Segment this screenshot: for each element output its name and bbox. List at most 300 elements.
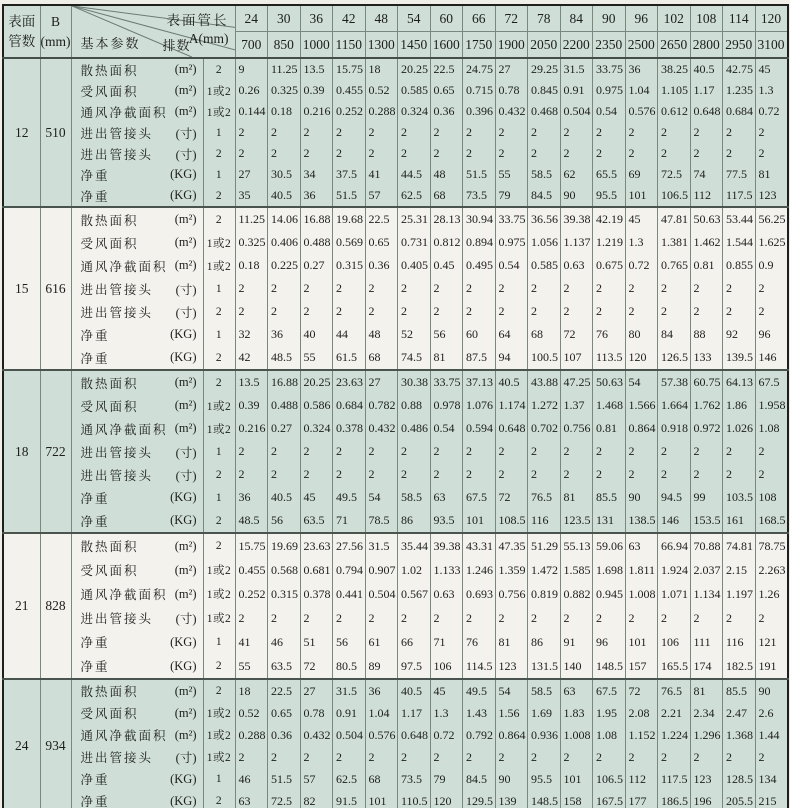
- value-cell: 25.31: [398, 207, 431, 231]
- value-cell: 117.5: [658, 768, 691, 790]
- param-label-wrap: [72, 489, 203, 507]
- value-cell: 2: [625, 300, 658, 323]
- value-cell: 112: [625, 768, 658, 790]
- value-cell: 15.75: [333, 58, 366, 80]
- value-cell: 110.5: [398, 790, 431, 808]
- value-cell: 1.381: [658, 231, 691, 254]
- param-label: 受风面积: [80, 707, 139, 721]
- table-row: [3, 254, 788, 277]
- value-cell: 2: [463, 606, 496, 630]
- value-cell: 2: [333, 463, 366, 486]
- value-cell: 81: [430, 346, 463, 370]
- value-cell: 15.75: [235, 533, 268, 558]
- value-cell: 2: [365, 300, 398, 323]
- value-cell: 177: [625, 790, 658, 808]
- value-cell: 0.81: [690, 254, 723, 277]
- value-cell: 27: [495, 58, 528, 80]
- value-cell: 79: [495, 185, 528, 207]
- value-cell: 0.845: [528, 80, 561, 101]
- value-cell: 63.5: [300, 509, 333, 533]
- row-count-cell: 2: [203, 679, 235, 702]
- param-label-wrap: [72, 349, 203, 367]
- value-cell: 2: [560, 143, 593, 164]
- value-cell: 1.008: [625, 582, 658, 606]
- value-cell: 131: [593, 509, 626, 533]
- value-cell: 106.5: [593, 768, 626, 790]
- value-cell: 11.25: [235, 207, 268, 231]
- value-cell: 46: [268, 630, 301, 654]
- value-cell: 68: [365, 346, 398, 370]
- value-cell: 51.5: [268, 768, 301, 790]
- value-cell: 0.782: [365, 394, 398, 417]
- table-row: [3, 463, 788, 486]
- value-cell: 1.472: [528, 558, 561, 582]
- value-cell: 0.39: [235, 394, 268, 417]
- value-cell: 94: [495, 346, 528, 370]
- value-cell: 0.975: [495, 231, 528, 254]
- value-cell: 2: [300, 277, 333, 300]
- value-cell: 2: [593, 606, 626, 630]
- value-cell: 1.105: [658, 80, 691, 101]
- value-cell: 111: [690, 630, 723, 654]
- row-count-cell: 2: [203, 533, 235, 558]
- value-cell: 1.462: [690, 231, 723, 254]
- param-label: 净重: [80, 773, 110, 787]
- value-cell: 2: [463, 300, 496, 323]
- value-cell: 1.08: [755, 417, 788, 440]
- value-cell: 2: [755, 143, 788, 164]
- value-cell: 126.5: [658, 346, 691, 370]
- value-cell: 16.88: [268, 370, 301, 394]
- header-row-count-label: 排数: [162, 38, 191, 53]
- value-cell: 2: [398, 463, 431, 486]
- param-unit: (m²): [174, 83, 197, 97]
- value-cell: 2: [430, 606, 463, 630]
- value-cell: 146: [755, 346, 788, 370]
- value-cell: 1.3: [430, 702, 463, 724]
- value-cell: 158: [560, 790, 593, 808]
- param-label-cell: [71, 679, 203, 702]
- value-cell: 0.65: [365, 231, 398, 254]
- col-header-a-value: 30: [268, 5, 301, 32]
- value-cell: 40.5: [690, 58, 723, 80]
- row-count-cell: 2: [203, 463, 235, 486]
- value-cell: 0.91: [333, 702, 366, 724]
- value-cell: 62.5: [398, 185, 431, 207]
- value-cell: 186.5: [658, 790, 691, 808]
- row-count-cell: 2: [203, 654, 235, 679]
- value-cell: 59.06: [593, 533, 626, 558]
- value-cell: 30.38: [398, 370, 431, 394]
- param-label: 散热面积: [80, 540, 139, 554]
- row-count-cell: 1: [203, 440, 235, 463]
- value-cell: 1.04: [625, 80, 658, 101]
- value-cell: 0.648: [495, 417, 528, 440]
- value-cell: 24.75: [463, 58, 496, 80]
- value-cell: 66: [398, 630, 431, 654]
- value-cell: 1.664: [658, 394, 691, 417]
- value-cell: 148.5: [593, 654, 626, 679]
- value-cell: 39.38: [560, 207, 593, 231]
- value-cell: 2: [658, 300, 691, 323]
- value-cell: 54: [495, 679, 528, 702]
- value-cell: 74.5: [398, 346, 431, 370]
- value-cell: 2: [755, 746, 788, 768]
- value-cell: 0.72: [430, 724, 463, 746]
- value-cell: 116: [528, 509, 561, 533]
- value-cell: 2: [625, 463, 658, 486]
- value-cell: 140: [560, 654, 593, 679]
- value-cell: 49.5: [463, 679, 496, 702]
- value-cell: 40.5: [398, 679, 431, 702]
- value-cell: 0.225: [268, 254, 301, 277]
- group-tube-count: 18: [3, 370, 40, 533]
- value-cell: 2: [268, 440, 301, 463]
- value-cell: 2: [430, 463, 463, 486]
- value-cell: 2: [333, 122, 366, 143]
- value-cell: 57: [300, 768, 333, 790]
- param-label: 净重: [80, 168, 110, 183]
- value-cell: 1.08: [593, 724, 626, 746]
- param-label-cell: [71, 440, 203, 463]
- row-count-cell: 1或2: [203, 254, 235, 277]
- value-cell: 91: [560, 630, 593, 654]
- value-cell: 1.071: [658, 582, 691, 606]
- value-cell: 2: [528, 440, 561, 463]
- param-label: 通风净截面积: [80, 105, 168, 120]
- param-label: 进出管接头: [80, 126, 154, 141]
- param-unit: (m²): [174, 212, 197, 226]
- value-cell: 1.174: [495, 394, 528, 417]
- value-cell: 54: [625, 370, 658, 394]
- value-cell: 42.75: [723, 58, 756, 80]
- value-cell: 2: [235, 440, 268, 463]
- value-cell: 42: [235, 346, 268, 370]
- value-cell: 67.5: [593, 679, 626, 702]
- value-cell: 1.133: [430, 558, 463, 582]
- value-cell: 1.224: [658, 724, 691, 746]
- param-label: 进出管接头: [80, 445, 154, 460]
- value-cell: 0.324: [398, 101, 431, 122]
- value-cell: 2: [365, 463, 398, 486]
- col-header-a-value: 72: [495, 5, 528, 32]
- param-label: 受风面积: [80, 236, 139, 251]
- value-cell: 0.756: [560, 417, 593, 440]
- col-header-a-value: 48: [365, 5, 398, 32]
- value-cell: 0.765: [658, 254, 691, 277]
- value-cell: 31.5: [560, 58, 593, 80]
- value-cell: 0.819: [528, 582, 561, 606]
- value-cell: 76: [463, 630, 496, 654]
- row-count-cell: 1或2: [203, 231, 235, 254]
- value-cell: 107: [560, 346, 593, 370]
- value-cell: 0.855: [723, 254, 756, 277]
- value-cell: 84: [658, 323, 691, 346]
- value-cell: 37.13: [463, 370, 496, 394]
- value-cell: 40.5: [495, 370, 528, 394]
- param-unit: (寸): [175, 147, 197, 162]
- value-cell: 0.794: [333, 558, 366, 582]
- value-cell: 120: [625, 346, 658, 370]
- row-count-cell: 2: [203, 370, 235, 394]
- value-cell: 0.288: [365, 101, 398, 122]
- value-cell: 2: [658, 746, 691, 768]
- value-cell: 2: [658, 122, 691, 143]
- value-cell: 113.5: [593, 346, 626, 370]
- param-label: 净重: [80, 660, 110, 674]
- value-cell: 45: [755, 58, 788, 80]
- value-cell: 40.5: [268, 486, 301, 509]
- value-cell: 121: [755, 630, 788, 654]
- param-label-cell: [71, 417, 203, 440]
- value-cell: 0.78: [300, 702, 333, 724]
- value-cell: 2: [300, 606, 333, 630]
- value-cell: 2: [593, 463, 626, 486]
- value-cell: 0.585: [528, 254, 561, 277]
- value-cell: 47.81: [658, 207, 691, 231]
- value-cell: 103.5: [723, 486, 756, 509]
- value-cell: 55.13: [560, 533, 593, 558]
- value-cell: 2: [560, 606, 593, 630]
- header-basic-params-label: 基本参数: [80, 36, 141, 51]
- value-cell: 37.5: [333, 164, 366, 185]
- value-cell: 39.38: [430, 533, 463, 558]
- row-count-cell: 1或2: [203, 558, 235, 582]
- value-cell: 0.36: [430, 101, 463, 122]
- value-cell: 1.152: [625, 724, 658, 746]
- value-cell: 2: [593, 300, 626, 323]
- value-cell: 84.5: [528, 185, 561, 207]
- value-cell: 0.972: [690, 417, 723, 440]
- value-cell: 0.252: [235, 582, 268, 606]
- value-cell: 2: [463, 277, 496, 300]
- value-cell: 0.568: [268, 558, 301, 582]
- value-cell: 1.134: [690, 582, 723, 606]
- value-cell: 0.684: [723, 101, 756, 122]
- param-unit: (KG): [170, 188, 197, 202]
- value-cell: 0.612: [658, 101, 691, 122]
- header-b-line1: B: [50, 13, 60, 29]
- param-unit: (寸): [175, 612, 197, 626]
- param-label-wrap: [72, 303, 203, 321]
- value-cell: 27: [235, 164, 268, 185]
- value-cell: 0.978: [430, 394, 463, 417]
- value-cell: 58.5: [528, 679, 561, 702]
- col-header-length-mm: 1300: [365, 32, 398, 59]
- value-cell: 68: [430, 185, 463, 207]
- value-cell: 2: [300, 300, 333, 323]
- param-label-wrap: [72, 211, 203, 229]
- param-unit: (KG): [170, 634, 197, 649]
- value-cell: 67.5: [755, 370, 788, 394]
- value-cell: 146: [658, 509, 691, 533]
- param-label-cell: [71, 277, 203, 300]
- param-label-wrap: [72, 633, 203, 651]
- value-cell: 45: [430, 679, 463, 702]
- value-cell: 0.432: [495, 101, 528, 122]
- row-count-cell: 2: [203, 143, 235, 164]
- value-cell: 1.958: [755, 394, 788, 417]
- param-label-cell: [71, 463, 203, 486]
- row-count-cell: 2: [203, 346, 235, 370]
- value-cell: 1.44: [755, 724, 788, 746]
- value-cell: 48: [365, 323, 398, 346]
- value-cell: 0.18: [268, 101, 301, 122]
- value-cell: 0.455: [235, 558, 268, 582]
- value-cell: 2: [593, 746, 626, 768]
- param-unit: (KG): [170, 327, 197, 341]
- value-cell: 72: [560, 323, 593, 346]
- value-cell: 53.44: [723, 207, 756, 231]
- col-header-a-value: 42: [333, 5, 366, 32]
- value-cell: 2: [625, 440, 658, 463]
- value-cell: 0.504: [365, 582, 398, 606]
- param-label-wrap: [72, 326, 203, 344]
- value-cell: 2: [333, 277, 366, 300]
- value-cell: 2: [593, 122, 626, 143]
- value-cell: 1.566: [625, 394, 658, 417]
- value-cell: 0.78: [495, 80, 528, 101]
- value-cell: 1.625: [755, 231, 788, 254]
- param-label: 通风净截面积: [80, 422, 168, 437]
- param-unit: (寸): [175, 282, 197, 297]
- value-cell: 2: [268, 122, 301, 143]
- value-cell: 38.25: [658, 58, 691, 80]
- param-label-cell: [71, 207, 203, 231]
- value-cell: 2: [235, 122, 268, 143]
- param-unit: (m²): [174, 586, 197, 601]
- value-cell: 76: [593, 323, 626, 346]
- value-cell: 2: [398, 143, 431, 164]
- group-tube-count: 12: [3, 58, 40, 207]
- value-cell: 22.5: [268, 679, 301, 702]
- param-label: 进出管接头: [80, 147, 154, 162]
- value-cell: 45: [625, 207, 658, 231]
- value-cell: 2: [528, 606, 561, 630]
- param-label-wrap: [72, 280, 203, 298]
- value-cell: 14.06: [268, 207, 301, 231]
- value-cell: 2: [430, 277, 463, 300]
- header-tube-length-label: 表面管长: [166, 13, 229, 28]
- value-cell: 108: [755, 486, 788, 509]
- param-label-cell: [71, 630, 203, 654]
- value-cell: 0.495: [463, 254, 496, 277]
- value-cell: 55: [235, 654, 268, 679]
- param-label-cell: [71, 582, 203, 606]
- param-label-cell: [71, 606, 203, 630]
- value-cell: 0.63: [430, 582, 463, 606]
- value-cell: 2: [560, 463, 593, 486]
- value-cell: 0.315: [333, 254, 366, 277]
- value-cell: 0.594: [463, 417, 496, 440]
- value-cell: 0.504: [333, 724, 366, 746]
- value-cell: 2: [333, 300, 366, 323]
- param-label-wrap: [72, 124, 203, 142]
- param-label-cell: [71, 790, 203, 808]
- table-row: [3, 277, 788, 300]
- value-cell: 49.5: [333, 486, 366, 509]
- value-cell: 2: [560, 122, 593, 143]
- param-unit: (m²): [174, 705, 197, 720]
- value-cell: 35.44: [398, 533, 431, 558]
- value-cell: 0.693: [463, 582, 496, 606]
- value-cell: 0.486: [398, 417, 431, 440]
- value-cell: 0.72: [625, 254, 658, 277]
- value-cell: 0.216: [300, 101, 333, 122]
- param-label-wrap: [72, 166, 203, 184]
- group-b-value: 828: [40, 533, 71, 679]
- value-cell: 78.5: [365, 509, 398, 533]
- value-cell: 2: [723, 440, 756, 463]
- header-b-mm: [40, 5, 71, 58]
- param-unit: (m²): [174, 235, 197, 249]
- value-cell: 129.5: [463, 790, 496, 808]
- param-unit: (寸): [175, 305, 197, 320]
- value-cell: 71: [333, 509, 366, 533]
- param-unit: (寸): [175, 751, 197, 765]
- value-cell: 42.19: [593, 207, 626, 231]
- value-cell: 76.5: [658, 679, 691, 702]
- value-cell: 2: [495, 606, 528, 630]
- table-row: [3, 231, 788, 254]
- value-cell: 2: [495, 143, 528, 164]
- value-cell: 2: [398, 606, 431, 630]
- param-label-cell: [71, 486, 203, 509]
- value-cell: 2: [333, 143, 366, 164]
- value-cell: 2: [593, 277, 626, 300]
- value-cell: 56: [333, 630, 366, 654]
- value-cell: 31.5: [333, 679, 366, 702]
- value-cell: 61: [365, 630, 398, 654]
- col-header-length-mm: 850: [268, 32, 301, 59]
- table-row: [3, 185, 788, 207]
- param-unit: (KG): [170, 167, 197, 181]
- value-cell: 2: [495, 300, 528, 323]
- value-cell: 72: [495, 486, 528, 509]
- value-cell: 0.567: [398, 582, 431, 606]
- value-cell: 0.45: [430, 254, 463, 277]
- value-cell: 84.5: [463, 768, 496, 790]
- header-tube-count: [3, 5, 40, 58]
- value-cell: 0.936: [528, 724, 561, 746]
- value-cell: 43.31: [463, 533, 496, 558]
- param-label-cell: [71, 533, 203, 558]
- value-cell: 88: [690, 323, 723, 346]
- value-cell: 1.137: [560, 231, 593, 254]
- row-count-cell: 1或2: [203, 101, 235, 122]
- param-label-wrap: [72, 61, 203, 79]
- value-cell: 2: [300, 122, 333, 143]
- param-label-wrap: [72, 187, 203, 205]
- value-cell: 0.792: [463, 724, 496, 746]
- value-cell: 1.076: [463, 394, 496, 417]
- value-cell: 1.17: [690, 80, 723, 101]
- table-row: [3, 370, 788, 394]
- value-cell: 0.54: [430, 417, 463, 440]
- value-cell: 2: [365, 440, 398, 463]
- value-cell: 34: [300, 164, 333, 185]
- value-cell: 0.36: [268, 724, 301, 746]
- value-cell: 80: [625, 323, 658, 346]
- table-row: [3, 143, 788, 164]
- value-cell: 2: [723, 463, 756, 486]
- col-header-a-value: 114: [723, 5, 756, 32]
- col-header-a-value: 96: [625, 5, 658, 32]
- col-header-length-mm: 1000: [300, 32, 333, 59]
- value-cell: 165.5: [658, 654, 691, 679]
- value-cell: 97.5: [398, 654, 431, 679]
- param-label-cell: [71, 654, 203, 679]
